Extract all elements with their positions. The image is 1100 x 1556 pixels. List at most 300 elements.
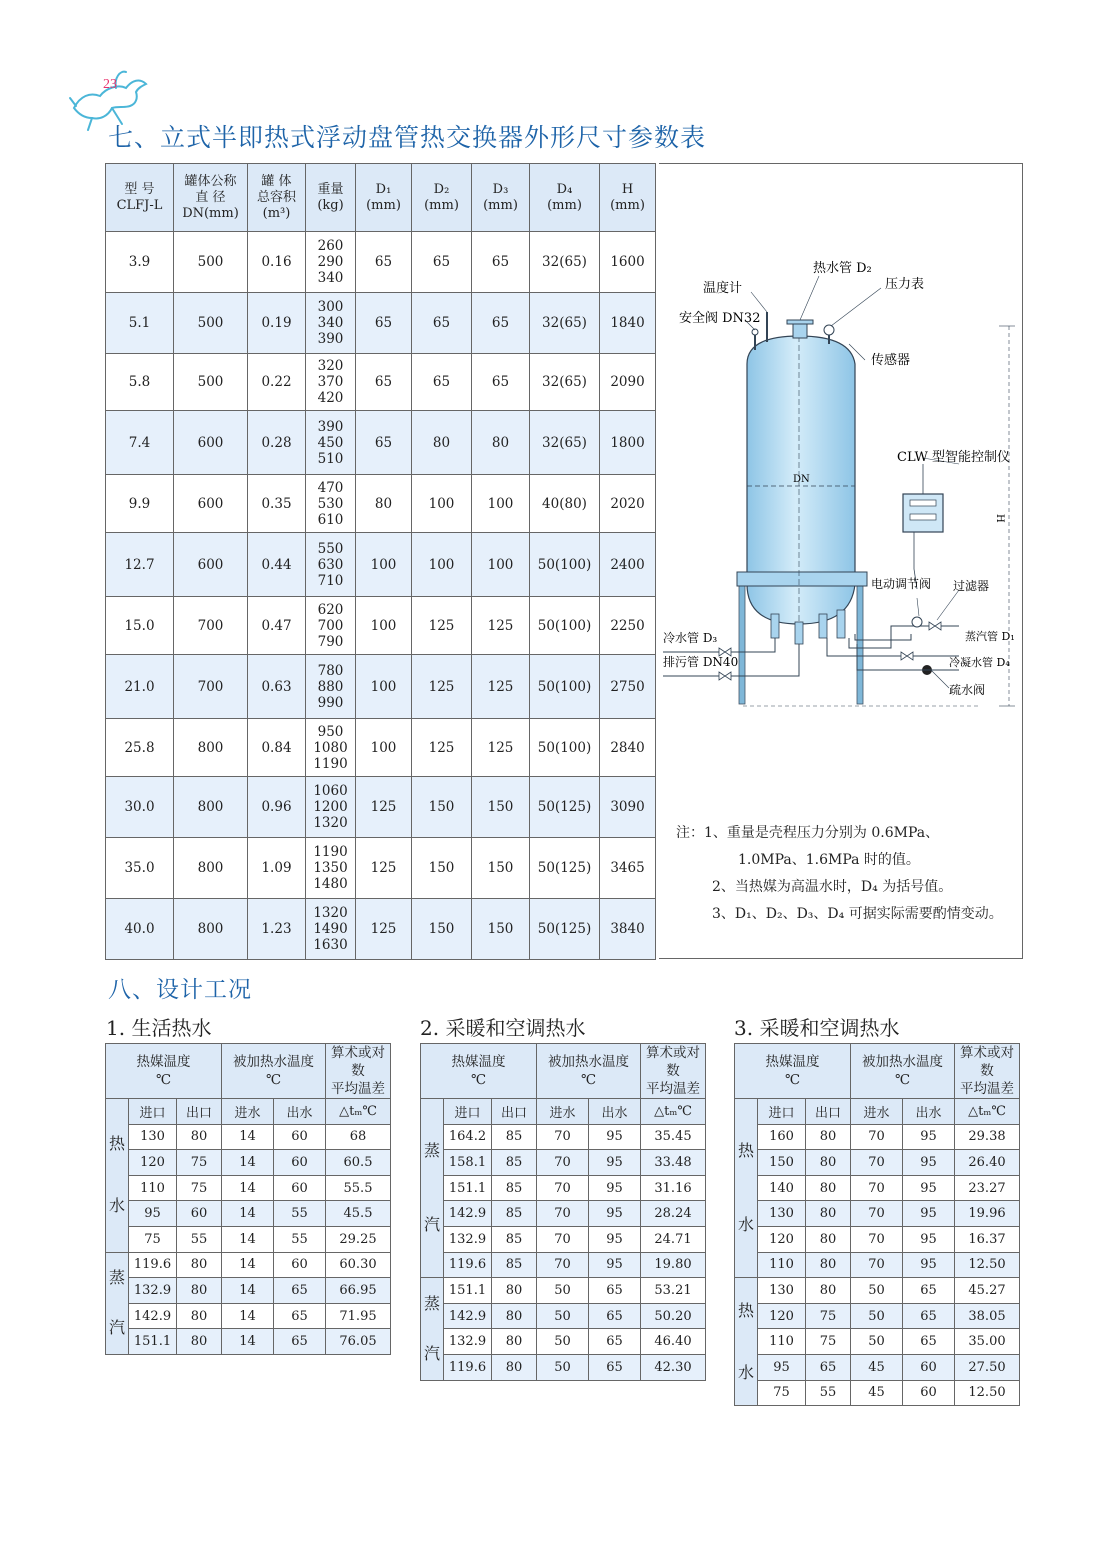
cell: 65 [589, 1354, 641, 1380]
cell: 95 [903, 1226, 955, 1252]
weight-value: 510 [317, 450, 344, 467]
cell: 38.05 [955, 1303, 1020, 1329]
cell: 27.50 [955, 1354, 1020, 1380]
cell: 119.6 [444, 1252, 492, 1278]
cell-w [306, 597, 356, 655]
label-dn: DN [793, 474, 810, 485]
cell-h: 1840 [600, 293, 656, 354]
cell-d3: 100 [472, 533, 530, 597]
table-row [421, 1201, 706, 1227]
weight-value: 1630 [313, 937, 348, 953]
cell: 80 [177, 1329, 222, 1355]
cell-vol: 0.22 [248, 354, 306, 411]
cell: 45.5 [326, 1201, 391, 1227]
cell-d3: 150 [472, 838, 530, 899]
cell-dn: 600 [174, 475, 248, 533]
cell: 85 [492, 1226, 537, 1252]
cell: 65 [274, 1303, 326, 1329]
subheader-out: 出口 [806, 1099, 851, 1125]
cell-d4: 50(100) [530, 533, 600, 597]
table-row [106, 354, 656, 411]
weight-value: 700 [317, 617, 344, 634]
label-hot-water-pipe: 热水管 D₂ [813, 261, 872, 276]
cell-h: 2020 [600, 475, 656, 533]
cell: 65 [806, 1354, 851, 1380]
cell-d1: 100 [356, 533, 412, 597]
tank-flange [737, 572, 867, 586]
cell-w [306, 354, 356, 411]
cell-model: 12.7 [106, 533, 174, 597]
cell: 45.27 [955, 1278, 1020, 1304]
subheader-win: 进水 [537, 1099, 589, 1125]
group-label [106, 1099, 129, 1253]
notes [676, 820, 1003, 928]
cell: 68 [326, 1124, 391, 1150]
header-cell [248, 164, 306, 232]
weight-value: 530 [317, 495, 344, 512]
cell: 65 [274, 1278, 326, 1304]
weight-value: 630 [317, 556, 344, 573]
label-drain-pipe: 排污管 DN40 [663, 655, 739, 669]
cell-dn: 500 [174, 232, 248, 293]
subheader-dt: △tₘ℃ [955, 1099, 1020, 1125]
label-safety-valve: 安全阀 DN32 [679, 311, 761, 326]
table-row [106, 1175, 391, 1201]
heated-water-header [851, 1044, 955, 1099]
group-char: 蒸 [108, 1268, 125, 1288]
cell-d2: 65 [412, 232, 472, 293]
cell-d4: 32(65) [530, 411, 600, 475]
cell-d2: 80 [412, 411, 472, 475]
note-line: 注：1、重量是壳程压力分别为 0.6MPa、 [676, 825, 940, 841]
weight-value: 390 [317, 331, 344, 347]
header-line: 型 号 [124, 181, 155, 197]
cell: 85 [492, 1150, 537, 1176]
group-char: 水 [737, 1215, 754, 1235]
cell: 55.5 [326, 1175, 391, 1201]
cell-dn: 600 [174, 533, 248, 597]
cell-d1: 125 [356, 777, 412, 838]
note-line: 2、当热媒为高温水时，D₄ 为括号值。 [712, 879, 953, 895]
weight-value: 340 [317, 270, 344, 286]
cell: 80 [177, 1278, 222, 1304]
table-row [106, 838, 656, 899]
cell: 65 [589, 1278, 641, 1304]
cell: 75 [806, 1303, 851, 1329]
cell-model: 7.4 [106, 411, 174, 475]
table-row [106, 1278, 391, 1304]
cell-h: 3465 [600, 838, 656, 899]
cell-d3: 125 [472, 597, 530, 655]
weight-value: 880 [317, 678, 344, 695]
header-line: 热媒温度 [136, 1054, 191, 1070]
cell-d2: 125 [412, 719, 472, 777]
cell: 60 [274, 1150, 326, 1176]
header-row [735, 1044, 1020, 1099]
table-row [735, 1329, 1020, 1355]
cell-d1: 100 [356, 597, 412, 655]
cell: 142.9 [444, 1303, 492, 1329]
condition-table-1 [105, 1043, 391, 1355]
section7-title: 七、立式半即热式浮动盘管热交换器外形尺寸参数表 [108, 123, 707, 152]
cell: 50 [537, 1354, 589, 1380]
cell-dn: 800 [174, 899, 248, 960]
cell: 50 [851, 1303, 903, 1329]
cell: 70 [537, 1175, 589, 1201]
label-electric-valve: 电动调节阀 [871, 577, 932, 591]
cell: 80 [177, 1124, 222, 1150]
weight-value: 300 [317, 299, 344, 315]
table-row [735, 1380, 1020, 1406]
cell: 80 [806, 1252, 851, 1278]
cell: 85 [492, 1124, 537, 1150]
cell: 29.25 [326, 1226, 391, 1252]
cell: 110 [758, 1329, 806, 1355]
cell-w [306, 899, 356, 960]
cell: 19.96 [955, 1201, 1020, 1227]
cell-w [306, 232, 356, 293]
cell-dn: 700 [174, 655, 248, 719]
table-row [421, 1278, 706, 1304]
weight-value: 1320 [313, 905, 348, 921]
header-cell [356, 164, 412, 232]
label-thermometer: 温度计 [703, 281, 743, 296]
cell: 75 [758, 1380, 806, 1406]
cell-d3: 65 [472, 232, 530, 293]
table-row [106, 1303, 391, 1329]
cell: 12.50 [955, 1380, 1020, 1406]
weight-value: 420 [317, 390, 344, 406]
cell-d1: 100 [356, 719, 412, 777]
subheader-win: 进水 [222, 1099, 274, 1125]
cell-d4: 50(125) [530, 838, 600, 899]
cell-w [306, 777, 356, 838]
table-row [106, 1150, 391, 1176]
header-cell [530, 164, 600, 232]
group-char: 热 [108, 1134, 125, 1154]
cell-dn: 500 [174, 354, 248, 411]
cell-h: 2840 [600, 719, 656, 777]
cell: 110 [129, 1175, 177, 1201]
subheader-dt: △tₘ℃ [326, 1099, 391, 1125]
medium-temp-header [106, 1044, 222, 1099]
label-cold-water-pipe: 冷水管 D₃ [663, 631, 718, 645]
group-char: 热 [737, 1141, 754, 1161]
cell: 50 [537, 1303, 589, 1329]
header-row [421, 1044, 706, 1099]
weight-value: 1190 [313, 844, 348, 860]
header-line: D₄ [556, 181, 573, 197]
header-line: 总容积 [256, 189, 296, 205]
subheader-win: 进水 [851, 1099, 903, 1125]
weight-value: 950 [317, 723, 344, 740]
table-row [106, 1329, 391, 1355]
cell-model: 30.0 [106, 777, 174, 838]
table-row [106, 1226, 391, 1252]
table-row [735, 1354, 1020, 1380]
cell: 80 [177, 1303, 222, 1329]
table-row [421, 1252, 706, 1278]
weight-value: 610 [317, 511, 344, 528]
cell: 151.1 [444, 1278, 492, 1304]
cell-d1: 80 [356, 475, 412, 533]
table-row [735, 1201, 1020, 1227]
cell: 28.24 [641, 1201, 706, 1227]
table-row [421, 1124, 706, 1150]
cell: 132.9 [444, 1329, 492, 1355]
cell-d1: 65 [356, 232, 412, 293]
cell-d4: 50(100) [530, 719, 600, 777]
cell: 60 [177, 1201, 222, 1227]
header-cell [412, 164, 472, 232]
cell-vol: 0.47 [248, 597, 306, 655]
condition-table-3 [734, 1043, 1020, 1406]
cell: 14 [222, 1124, 274, 1150]
cell-d1: 65 [356, 293, 412, 354]
cell-model: 25.8 [106, 719, 174, 777]
table-row [106, 655, 656, 719]
cell-d2: 150 [412, 777, 472, 838]
cell-dn: 500 [174, 293, 248, 354]
cell-d4: 50(125) [530, 899, 600, 960]
cell-d2: 65 [412, 293, 472, 354]
cell-vol: 0.19 [248, 293, 306, 354]
header-line: 算术或对数 [331, 1045, 385, 1079]
cell-d4: 32(65) [530, 293, 600, 354]
table-row [735, 1303, 1020, 1329]
label-steam-pipe: 蒸汽管 D₁ [965, 630, 1015, 643]
cell-h: 2750 [600, 655, 656, 719]
cell: 110 [758, 1252, 806, 1278]
cell: 70 [851, 1226, 903, 1252]
cell: 95 [589, 1124, 641, 1150]
cell-d1: 125 [356, 838, 412, 899]
cell-vol: 0.44 [248, 533, 306, 597]
right-leg [857, 584, 863, 704]
cell-h: 1800 [600, 411, 656, 475]
cell-d2: 150 [412, 899, 472, 960]
cell-d3: 80 [472, 411, 530, 475]
cell-model: 5.1 [106, 293, 174, 354]
weight-value: 990 [317, 694, 344, 711]
cell-model: 5.8 [106, 354, 174, 411]
cell: 132.9 [444, 1226, 492, 1252]
note-line: 3、D₁、D₂、D₃、D₄ 可据实际需要酌情变动。 [712, 906, 1003, 922]
header-line: CLFJ-L [116, 197, 163, 213]
cell: 70 [537, 1124, 589, 1150]
cell: 70 [851, 1201, 903, 1227]
weight-value: 710 [317, 572, 344, 589]
header-line: D₁ [375, 181, 392, 197]
cell: 14 [222, 1278, 274, 1304]
heated-water-header [222, 1044, 326, 1099]
cell-vol: 0.28 [248, 411, 306, 475]
header-cell [600, 164, 656, 232]
cell-d4: 50(100) [530, 655, 600, 719]
group-label [106, 1252, 129, 1354]
cell-model: 3.9 [106, 232, 174, 293]
cell: 31.16 [641, 1175, 706, 1201]
group-char: 热 [737, 1300, 754, 1320]
label-trap: 疏水阀 [949, 683, 986, 697]
cell: 65 [274, 1329, 326, 1355]
table-row [106, 533, 656, 597]
weight-value: 340 [317, 315, 344, 331]
group-char: 蒸 [423, 1293, 440, 1313]
cell: 23.27 [955, 1175, 1020, 1201]
cell: 29.38 [955, 1124, 1020, 1150]
cell: 95 [903, 1201, 955, 1227]
table-row [421, 1329, 706, 1355]
cell-w [306, 655, 356, 719]
cell-d1: 65 [356, 354, 412, 411]
cell: 164.2 [444, 1124, 492, 1150]
weight-value: 1490 [313, 921, 348, 937]
cell: 14 [222, 1252, 274, 1278]
cell: 80 [806, 1201, 851, 1227]
weight-value: 1060 [313, 783, 348, 799]
table-row [106, 1252, 391, 1278]
weight-value: 1200 [313, 799, 348, 815]
subheader-dt: △tₘ℃ [641, 1099, 706, 1125]
cell: 65 [589, 1329, 641, 1355]
label-filter: 过滤器 [953, 579, 990, 593]
header-line: (mm) [366, 197, 401, 213]
cell: 151.1 [444, 1175, 492, 1201]
header-line: 被加热水温度 [233, 1054, 314, 1070]
table-row [106, 411, 656, 475]
group-label [421, 1278, 444, 1380]
cell: 80 [492, 1329, 537, 1355]
header-line: 热媒温度 [765, 1054, 820, 1070]
header-line: 算术或对数 [960, 1045, 1014, 1079]
header-line: 直 径 [195, 189, 226, 205]
cell: 130 [758, 1278, 806, 1304]
header-row [106, 1044, 391, 1099]
table-row [735, 1175, 1020, 1201]
cell: 85 [492, 1201, 537, 1227]
cell: 120 [758, 1226, 806, 1252]
group-char: 汽 [423, 1343, 440, 1363]
table-row [106, 1124, 391, 1150]
table-row [735, 1124, 1020, 1150]
cell-d2: 100 [412, 475, 472, 533]
cell: 142.9 [129, 1303, 177, 1329]
cell: 71.95 [326, 1303, 391, 1329]
cell: 85 [492, 1175, 537, 1201]
table-row [421, 1175, 706, 1201]
label-h: H [994, 514, 1005, 523]
header-line: ℃ [784, 1072, 801, 1088]
cell-d3: 150 [472, 777, 530, 838]
cell: 14 [222, 1226, 274, 1252]
cell-d1: 125 [356, 899, 412, 960]
cell: 53.21 [641, 1278, 706, 1304]
cell: 33.48 [641, 1150, 706, 1176]
cell: 65 [589, 1303, 641, 1329]
cell: 120 [129, 1150, 177, 1176]
group-label [735, 1099, 758, 1278]
group-char: 水 [108, 1196, 125, 1216]
header-line: 平均温差 [960, 1081, 1014, 1097]
avg-diff-header [326, 1044, 391, 1099]
weight-value: 1190 [313, 755, 348, 772]
cell: 95 [129, 1201, 177, 1227]
header-line: 热媒温度 [451, 1054, 506, 1070]
cell-h: 3840 [600, 899, 656, 960]
table3-title: 3. 采暖和空调热水 [734, 1016, 900, 1040]
group-char: 蒸 [423, 1141, 440, 1161]
subheader-row [421, 1099, 706, 1125]
header-line: 被加热水温度 [862, 1054, 943, 1070]
cell: 75 [129, 1226, 177, 1252]
condition-table-2 [420, 1043, 706, 1381]
cell: 160 [758, 1124, 806, 1150]
header-cell [174, 164, 248, 232]
weight-value: 1350 [313, 860, 348, 876]
table-row [106, 475, 656, 533]
cell: 24.71 [641, 1226, 706, 1252]
group-char: 水 [737, 1362, 754, 1382]
cell-d2: 65 [412, 354, 472, 411]
header-line: ℃ [470, 1072, 487, 1088]
cell: 35.45 [641, 1124, 706, 1150]
header-cell [306, 164, 356, 232]
subheader-row [735, 1099, 1020, 1125]
header-line: (mm) [483, 197, 518, 213]
cell: 80 [806, 1124, 851, 1150]
cell: 55 [274, 1226, 326, 1252]
cell-d2: 150 [412, 838, 472, 899]
cell: 70 [537, 1201, 589, 1227]
cell: 35.00 [955, 1329, 1020, 1355]
table-row [421, 1150, 706, 1176]
cell: 50 [537, 1329, 589, 1355]
weight-value: 470 [317, 479, 344, 496]
cell: 132.9 [129, 1278, 177, 1304]
cell: 46.40 [641, 1329, 706, 1355]
cell: 95 [589, 1175, 641, 1201]
cell: 55 [806, 1380, 851, 1406]
cell-w [306, 838, 356, 899]
group-label [735, 1278, 758, 1406]
header-line: ℃ [894, 1072, 911, 1088]
header-cell [472, 164, 530, 232]
subheader-row [106, 1099, 391, 1125]
cell: 60 [903, 1380, 955, 1406]
cell: 80 [492, 1303, 537, 1329]
cell: 14 [222, 1303, 274, 1329]
header-line: H [621, 181, 634, 197]
cell: 60 [903, 1354, 955, 1380]
label-condensate-pipe: 冷凝水管 D₄ [949, 656, 1010, 669]
cell: 65 [903, 1303, 955, 1329]
weight-value: 260 [317, 238, 344, 254]
cell-w [306, 533, 356, 597]
table1-title: 1. 生活热水 [106, 1016, 212, 1040]
group-char: 汽 [423, 1215, 440, 1235]
cell-vol: 0.96 [248, 777, 306, 838]
cell: 45 [851, 1380, 903, 1406]
cell: 80 [492, 1278, 537, 1304]
cell: 80 [177, 1252, 222, 1278]
cell-dn: 800 [174, 719, 248, 777]
cell: 75 [177, 1175, 222, 1201]
header-line: ℃ [580, 1072, 597, 1088]
header-line: 被加热水温度 [548, 1054, 629, 1070]
left-leg [739, 584, 745, 704]
cell-d1: 100 [356, 655, 412, 719]
